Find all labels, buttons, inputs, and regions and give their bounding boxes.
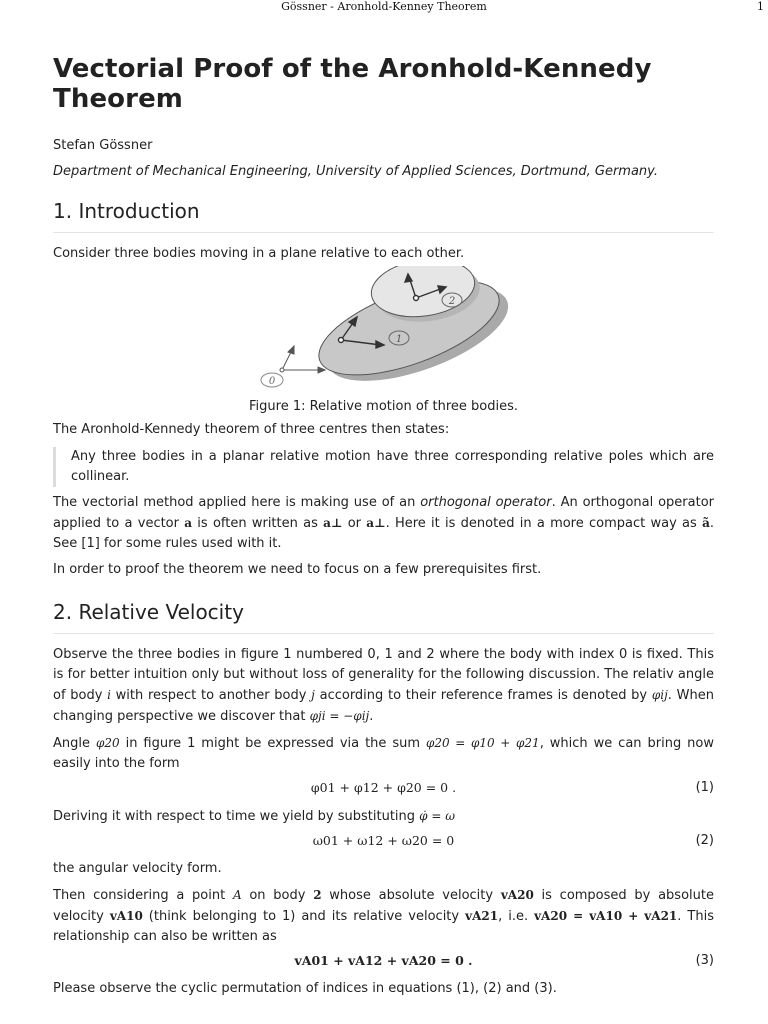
equation-2	[53, 833, 714, 853]
time-derivative-paragraph: Deriving it with respect to time we yield by substituting φ̇ = ω	[53, 809, 456, 824]
section-heading-introduction: 1. Introduction	[53, 199, 714, 233]
running-header	[0, 0, 768, 14]
prerequisites-paragraph: In order to proof the theorem we need to focus on a few prerequisites first.	[53, 562, 542, 577]
theorem-intro: The Aronhold-Kennedy theorem of three centres then states:	[53, 422, 450, 437]
three-bodies-diagram	[53, 266, 714, 396]
relative-angle-paragraph: Observe the three bodies in figure 1 numbered 0, 1 and 2 where the body with index 0 is fixed. This is for better intuition only but without loss of generality for the following discussion. The relativ angle of body i with respect to another body j according to their reference frames is denoted by φij. When changing perspective we discover that φji = −φij.	[53, 647, 714, 724]
angular-velocity-note: the angular velocity form.	[53, 861, 222, 876]
equation-3	[53, 953, 714, 973]
equation-1-number: (1)	[695, 780, 714, 795]
intro-paragraph: Consider three bodies moving in a plane relative to each other.	[53, 246, 465, 261]
figure-caption: Figure 1: Relative motion of three bodies.	[249, 399, 518, 414]
cyclic-permutation-note: Please observe the cyclic permutation of indices in equations (1), (2) and (3).	[53, 981, 557, 996]
page-number: 1	[757, 0, 764, 13]
theorem-text: Any three bodies in a planar relative motion have three corresponding relative poles which are collinear.	[71, 449, 714, 484]
equation-2-number: (2)	[695, 833, 714, 848]
section-heading-relative-velocity: 2. Relative Velocity	[53, 600, 714, 634]
author: Stefan Gössner	[53, 138, 153, 153]
affiliation: Department of Mechanical Engineering, University of Applied Sciences, Dortmund, Germany.	[53, 164, 658, 179]
point-velocity-paragraph: Then considering a point A on body 2 whose absolute velocity vA20 is composed by absolute velocity vA10 (think belonging to 1) and its relative velocity vA21, i.e. vA20 = vA10 + vA21. This relationship can also be written as	[53, 888, 714, 944]
running-title: Gössner - Aronhold-Kenney Theorem	[281, 0, 487, 13]
frame-0-arrows	[280, 346, 325, 373]
svg-text:1: 1	[395, 334, 403, 345]
svg-text:0: 0	[268, 376, 276, 387]
equation-3-formula: vA01 + vA12 + vA20 = 0 .	[294, 953, 473, 968]
equation-1-formula: φ01 + φ12 + φ20 = 0 .	[310, 780, 457, 795]
label-body-0	[261, 373, 283, 387]
theorem-quote	[53, 447, 714, 487]
equation-3-number: (3)	[695, 953, 714, 968]
angle-sum-paragraph: Angle φ20 in figure 1 might be expressed via the sum φ20 = φ10 + φ21, which we can bring now easily into the form	[53, 736, 714, 771]
equation-2-formula: ω01 + ω12 + ω20 = 0	[312, 833, 455, 848]
equation-1	[53, 780, 714, 800]
svg-text:2: 2	[448, 296, 456, 307]
figure-relative-motion	[53, 266, 714, 396]
orthogonal-operator-paragraph: The vectorial method applied here is making use of an orthogonal operator. An orthogonal operator applied to a vector a is often written as a⊥ or a⊥. Here it is denoted in a more compact way as ã. See [1] for some rules used with it.	[53, 495, 715, 551]
paper-body	[53, 54, 714, 999]
paper-title: Vectorial Proof of the Aronhold-Kennedy Theorem	[53, 54, 652, 114]
